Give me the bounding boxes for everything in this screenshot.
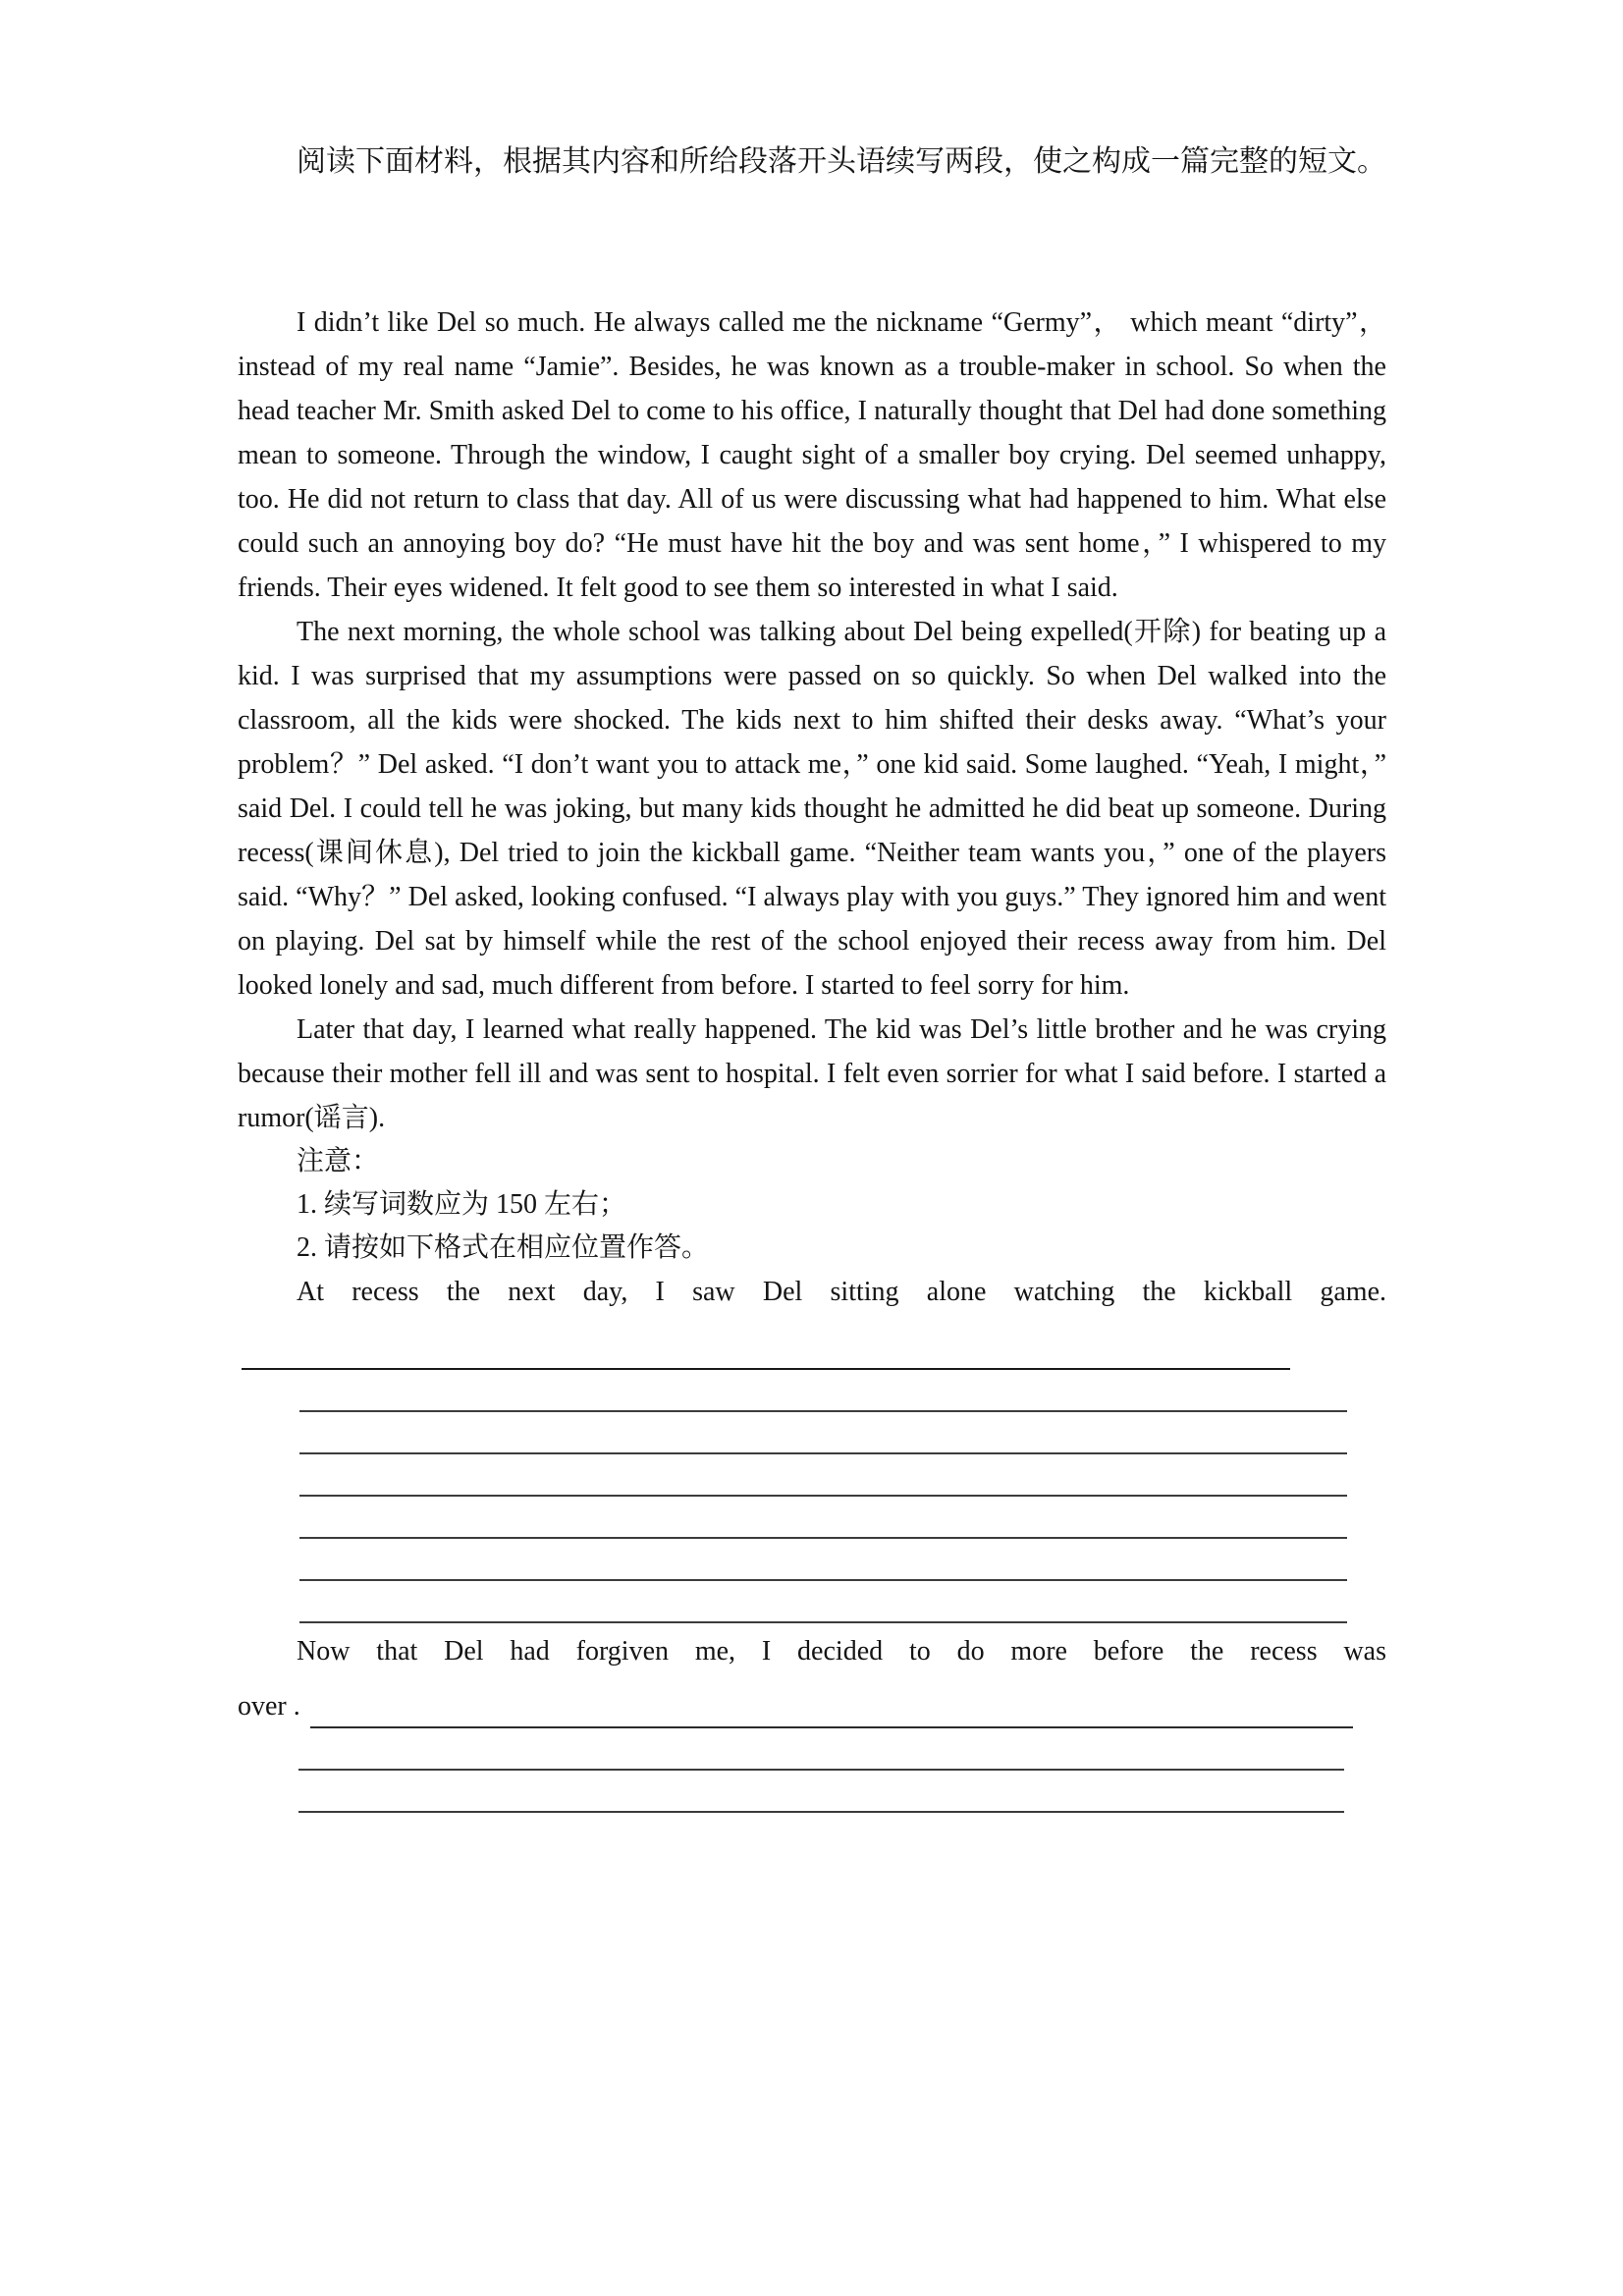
answer-blank-line — [299, 1581, 1347, 1623]
answer-blank-line — [310, 1687, 1353, 1728]
continuation-over-prefix: over . — [238, 1691, 300, 1722]
story-paragraph-2: The next morning, the whole school was talking about Del being expelled(开除) for beating up a kid. I was surprised that my assumptions were passed on so quickly. So when Del walked into the classroom, all the kids were shocked. The kids next to him shifted their desks away. “What’s your problem？” Del asked. “I don’t want you to attack me，” one kid said. Some laughed. “Yeah, I might，” said Del. I could tell he was joking, but many kids thought he admitted he did beat up someone. During recess(课间休息), Del tried to join the kickball game. “Neither team wants you，” one of the players said. “Why？” Del asked, looking confused. “I always play with you guys.” They ignored him and went on playing. Del sat by himself while the rest of the school enjoyed their recess away from him. Del looked lonely and sad, much different from before. I started to feel sorry for him. — [238, 617, 1386, 1001]
story-paragraph-1: I didn’t like Del so much. He always called me the nickname “Germy”， which meant “dirty”， instead of my real name “Jamie”. Besides, he was known as a trouble-maker in school. So when the head teacher Mr. Smith asked Del to come to his office, I naturally thought that Del had done something mean to someone. Through the window, I caught sight of a smaller boy crying. Del seemed unhappy, too. He did not return to class that day. All of us were discussing what had happened to him. What else could such an annoying boy do? “He must have hit the boy and was sent home，” I whispered to my friends. Their eyes widened. It felt good to see them so interested in what I said. — [238, 307, 1386, 603]
answer-blank-line — [299, 1539, 1347, 1581]
continuation-opening-2-last-line — [238, 1677, 1386, 1728]
answer-blank-line — [299, 1412, 1347, 1454]
answer-blank-line — [298, 1771, 1344, 1813]
story-paragraph-3: Later that day, I learned what really happened. The kid was Del’s little brother and he was crying because their mother fell ill and was sent to hospital. I felt even sorrier for what I said before. I started a rumor(谣言). — [238, 1014, 1386, 1133]
continuation-opening-sentence-2: Now that Del had forgiven me, I decided to do more before the recess was — [297, 1636, 1386, 1667]
continuation-opening-sentence-1: At recess the next day, I saw Del sitting alone watching the kickball game. — [297, 1277, 1386, 1307]
note-item-1: 1. 续写词数应为 150 左右； — [297, 1189, 627, 1220]
answer-lines-block-2 — [238, 1728, 1386, 1813]
answer-blank-line — [242, 1328, 1290, 1370]
notes-label: 注意： — [297, 1146, 380, 1176]
instruction-text: 阅读下面材料，根据其内容和所给段落开头语续写两段，使之构成一篇完整的短文。 — [297, 145, 1386, 178]
answer-blank-line — [299, 1497, 1347, 1539]
answer-blank-line — [299, 1454, 1347, 1497]
answer-blank-line — [299, 1370, 1347, 1412]
answer-lines-block-1 — [238, 1328, 1386, 1623]
note-item-2: 2. 请按如下格式在相应位置作答。 — [297, 1232, 710, 1263]
answer-blank-line — [298, 1728, 1344, 1771]
